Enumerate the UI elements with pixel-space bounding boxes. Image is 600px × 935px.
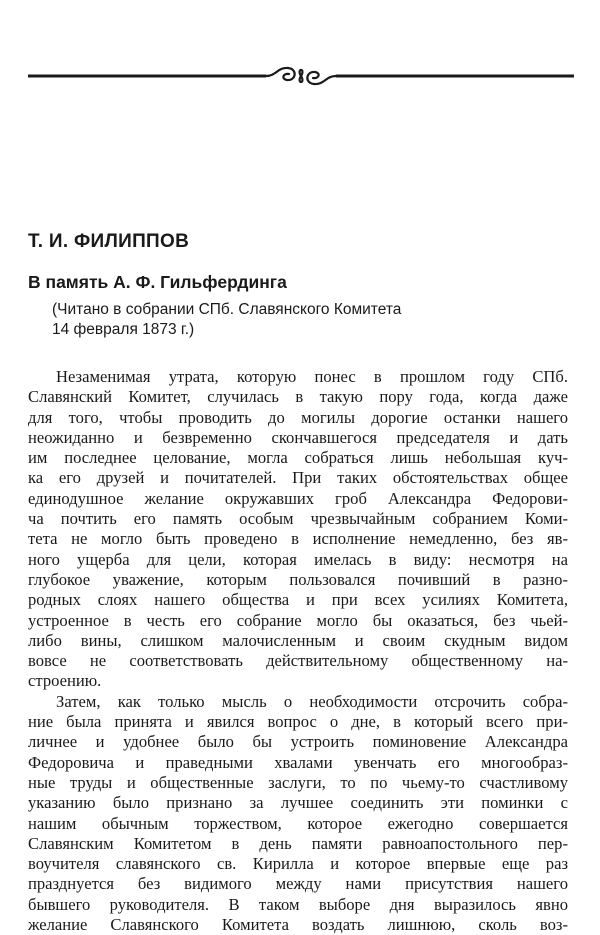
text-line: Федоровича и праведными хвалами увенчать его многообраз- (28, 752, 568, 772)
text-line: празднуется без видимого между нами присутствия нашего (28, 874, 568, 894)
article-subtitle (52, 300, 401, 340)
article-body (28, 367, 568, 935)
subtitle-line: 14 февраля 1873 г.) (52, 321, 195, 338)
text-line: им последнее целование, могла собраться лишь небольшая куч- (28, 448, 568, 468)
text-line: ного ущерба для цели, которая имелась в виду: несмотря на (28, 549, 568, 569)
text-line: желание Славянского Комитета воздать лишнюю, сколь воз- (28, 915, 568, 935)
subtitle-line: (Читано в собрании СПб. Славянского Комитета (52, 301, 402, 318)
ornament-divider-icon (28, 64, 574, 88)
text-line: Затем, как только мысль о необходимости отсрочить собра- (56, 691, 568, 711)
text-line: бывшего руководителя. В таком выборе дня выразилось явно (28, 894, 568, 914)
text-line: ние была принята и явился вопрос о дне, в который всего при- (28, 712, 568, 732)
text-line: неожиданно и безвременно скончавшегося председателя и дать (28, 427, 568, 447)
text-line: ка его друзей и почитателей. При таких обстоятельствах общее (28, 468, 568, 488)
text-line: единодушное желание окружавших гроб Александра Федорови- (28, 488, 568, 508)
text-line: устроенное в честь его собрание могло бы оказаться, без чьей- (28, 610, 568, 630)
text-line: вовсе не соответствовать действительному общественному на- (28, 651, 568, 671)
text-line: для того, чтобы проводить до могилы дорогие останки нашего (28, 407, 568, 427)
text-line: нашим обычным торжеством, которое ежегодно совершается (28, 813, 568, 833)
text-line: ча почтить его память особым чрезвычайным собранием Коми- (28, 509, 568, 529)
text-line: строению. (28, 671, 102, 691)
text-line: либо вины, слишком малочисленным и своим скудным видом (28, 630, 568, 650)
text-line: Незаменимая утрата, которую понес в прошлом году СПб. (56, 367, 568, 386)
text-line: глубокое уважение, которым пользовался почивший в разно- (28, 569, 568, 589)
text-line: ные труды и общественные заслуги, то по чьему-то счастливому (28, 772, 568, 792)
article-title: В память А. Ф. Гильфердинга (28, 272, 287, 292)
text-line: указанию было признано за лучшее соединить эти поминки с (28, 793, 568, 813)
text-line: Славянский Комитет, случилась в такую пору года, когда даже (28, 387, 568, 407)
text-line: родных слоях нашего общества и при всех усилиях Комитета, (28, 590, 568, 610)
author-name: Т. И. ФИЛИППОВ (28, 231, 190, 252)
text-line: Славянским Комитетом в день памяти равноапостольного пер- (28, 833, 568, 853)
text-line: тета не могло быть проведено в исполнение немедленно, без яв- (28, 529, 568, 549)
text-line: личнее и удобнее было бы устроить поминовение Александра (28, 732, 568, 752)
text-line: воучителя славянского св. Кирилла и которое впервые еще раз (28, 854, 568, 874)
